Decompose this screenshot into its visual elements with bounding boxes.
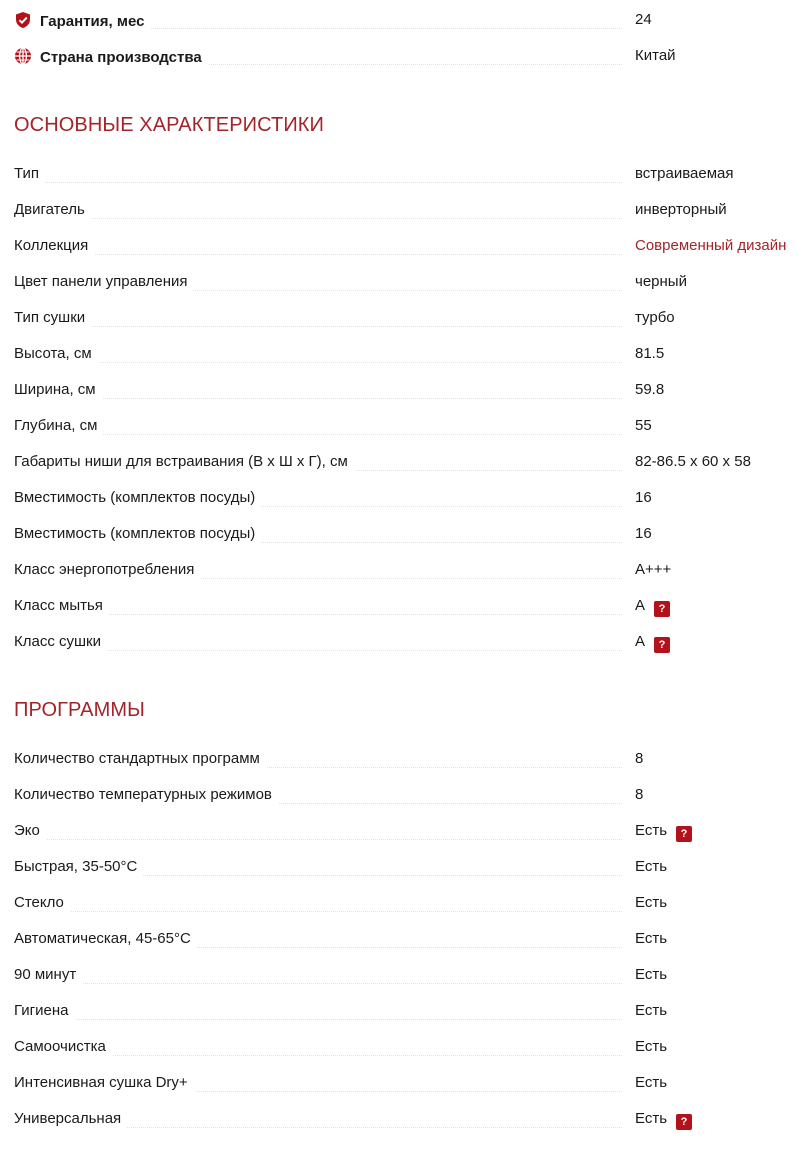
spec-value: 82-86.5 x 60 x 58 [635,453,751,470]
dotted-leader [14,983,622,984]
spec-value: черный [635,273,687,290]
spec-row [14,444,799,480]
spec-row [14,1029,799,1065]
spec-label: Глубина, см [14,417,103,435]
spec-label: Тип [14,165,45,183]
spec-label: Стекло [14,894,70,912]
dotted-leader [14,1019,622,1020]
spec-value: турбо [635,309,675,326]
spec-label: Универсальная [14,1110,127,1128]
dotted-leader [14,434,622,435]
spec-row [14,813,799,849]
spec-label: Класс сушки [14,633,107,651]
spec-label: Коллекция [14,237,94,255]
spec-row [14,408,799,444]
spec-label: Класс мытья [14,597,109,615]
spec-label: Страна производства [14,47,208,67]
spec-value: Есть ? [635,822,692,842]
shield-check-icon [14,11,32,29]
spec-value: Есть [635,930,668,947]
spec-label: Количество температурных режимов [14,786,278,804]
globe-icon [14,47,32,65]
spec-value: Есть ? [635,1110,692,1130]
dotted-leader [14,911,622,912]
spec-row [14,372,799,408]
spec-label: 90 минут [14,966,82,984]
spec-row [14,336,799,372]
spec-row [14,588,799,624]
spec-value: Есть [635,966,668,983]
spec-value: 16 [635,489,652,506]
dotted-leader [14,182,622,183]
spec-value: встраиваемая [635,165,734,182]
spec-label: Эко [14,822,46,840]
spec-label: Интенсивная сушка Dry+ [14,1074,194,1092]
spec-row [14,1065,799,1101]
spec-label: Габариты ниши для встраивания (В х Ш х Г), см [14,453,354,471]
dotted-leader [14,326,622,327]
spec-row [14,624,799,660]
spec-value: 16 [635,525,652,542]
help-icon[interactable]: ? [676,1114,692,1130]
spec-label: Двигатель [14,201,91,219]
spec-value: 8 [635,750,644,767]
spec-value: A+++ [635,561,672,578]
spec-value: 8 [635,786,644,803]
section-title-programs: ПРОГРАММЫ [14,699,145,721]
spec-value: 55 [635,417,652,434]
spec-label: Количество стандартных программ [14,750,266,768]
spec-label: Ширина, см [14,381,102,399]
spec-label: Вместимость (комплектов посуды) [14,489,261,507]
spec-row [14,777,799,813]
dotted-leader [14,839,622,840]
spec-value: Есть [635,858,668,875]
spec-value: инверторный [635,201,727,218]
spec-row [14,228,799,264]
section-title-main: ОСНОВНЫЕ ХАРАКТЕРИСТИКИ [14,114,325,136]
spec-label: Гарантия, мес [14,11,150,31]
spec-label: Цвет панели управления [14,273,193,291]
spec-label: Класс энергопотребления [14,561,200,579]
spec-row [14,264,799,300]
dotted-leader [14,218,622,219]
help-icon[interactable]: ? [676,826,692,842]
spec-row [14,300,799,336]
spec-value: A ? [635,633,670,653]
spec-row [14,885,799,921]
spec-label: Автоматическая, 45-65°C [14,930,197,948]
spec-row [14,849,799,885]
spec-row [14,516,799,552]
spec-row [14,192,799,228]
dotted-leader [14,362,622,363]
spec-label: Вместимость (комплектов посуды) [14,525,261,543]
spec-row [14,156,799,192]
help-icon[interactable]: ? [654,637,670,653]
spec-row [14,921,799,957]
spec-row [14,993,799,1029]
spec-value: A ? [635,597,670,617]
spec-label: Быстрая, 35-50°C [14,858,143,876]
spec-row-country [14,38,799,74]
spec-value: Есть [635,1038,668,1055]
dotted-leader [14,254,622,255]
spec-row [14,480,799,516]
spec-value: 81.5 [635,345,665,362]
spec-value: Есть [635,894,668,911]
dotted-leader [14,398,622,399]
spec-value: Есть [635,1074,668,1091]
help-icon[interactable]: ? [654,601,670,617]
spec-label: Самоочистка [14,1038,112,1056]
spec-row [14,741,799,777]
spec-row [14,552,799,588]
collection-link[interactable]: Современный дизайн [635,237,787,254]
spec-label: Высота, см [14,345,98,363]
spec-row-warranty [14,2,799,38]
spec-row [14,957,799,993]
spec-label: Гигиена [14,1002,74,1020]
spec-value: Китай [635,47,676,64]
spec-label: Тип сушки [14,309,91,327]
spec-value: 59.8 [635,381,665,398]
spec-row [14,1101,799,1137]
spec-value: Есть [635,1002,668,1019]
spec-value: 24 [635,11,652,28]
